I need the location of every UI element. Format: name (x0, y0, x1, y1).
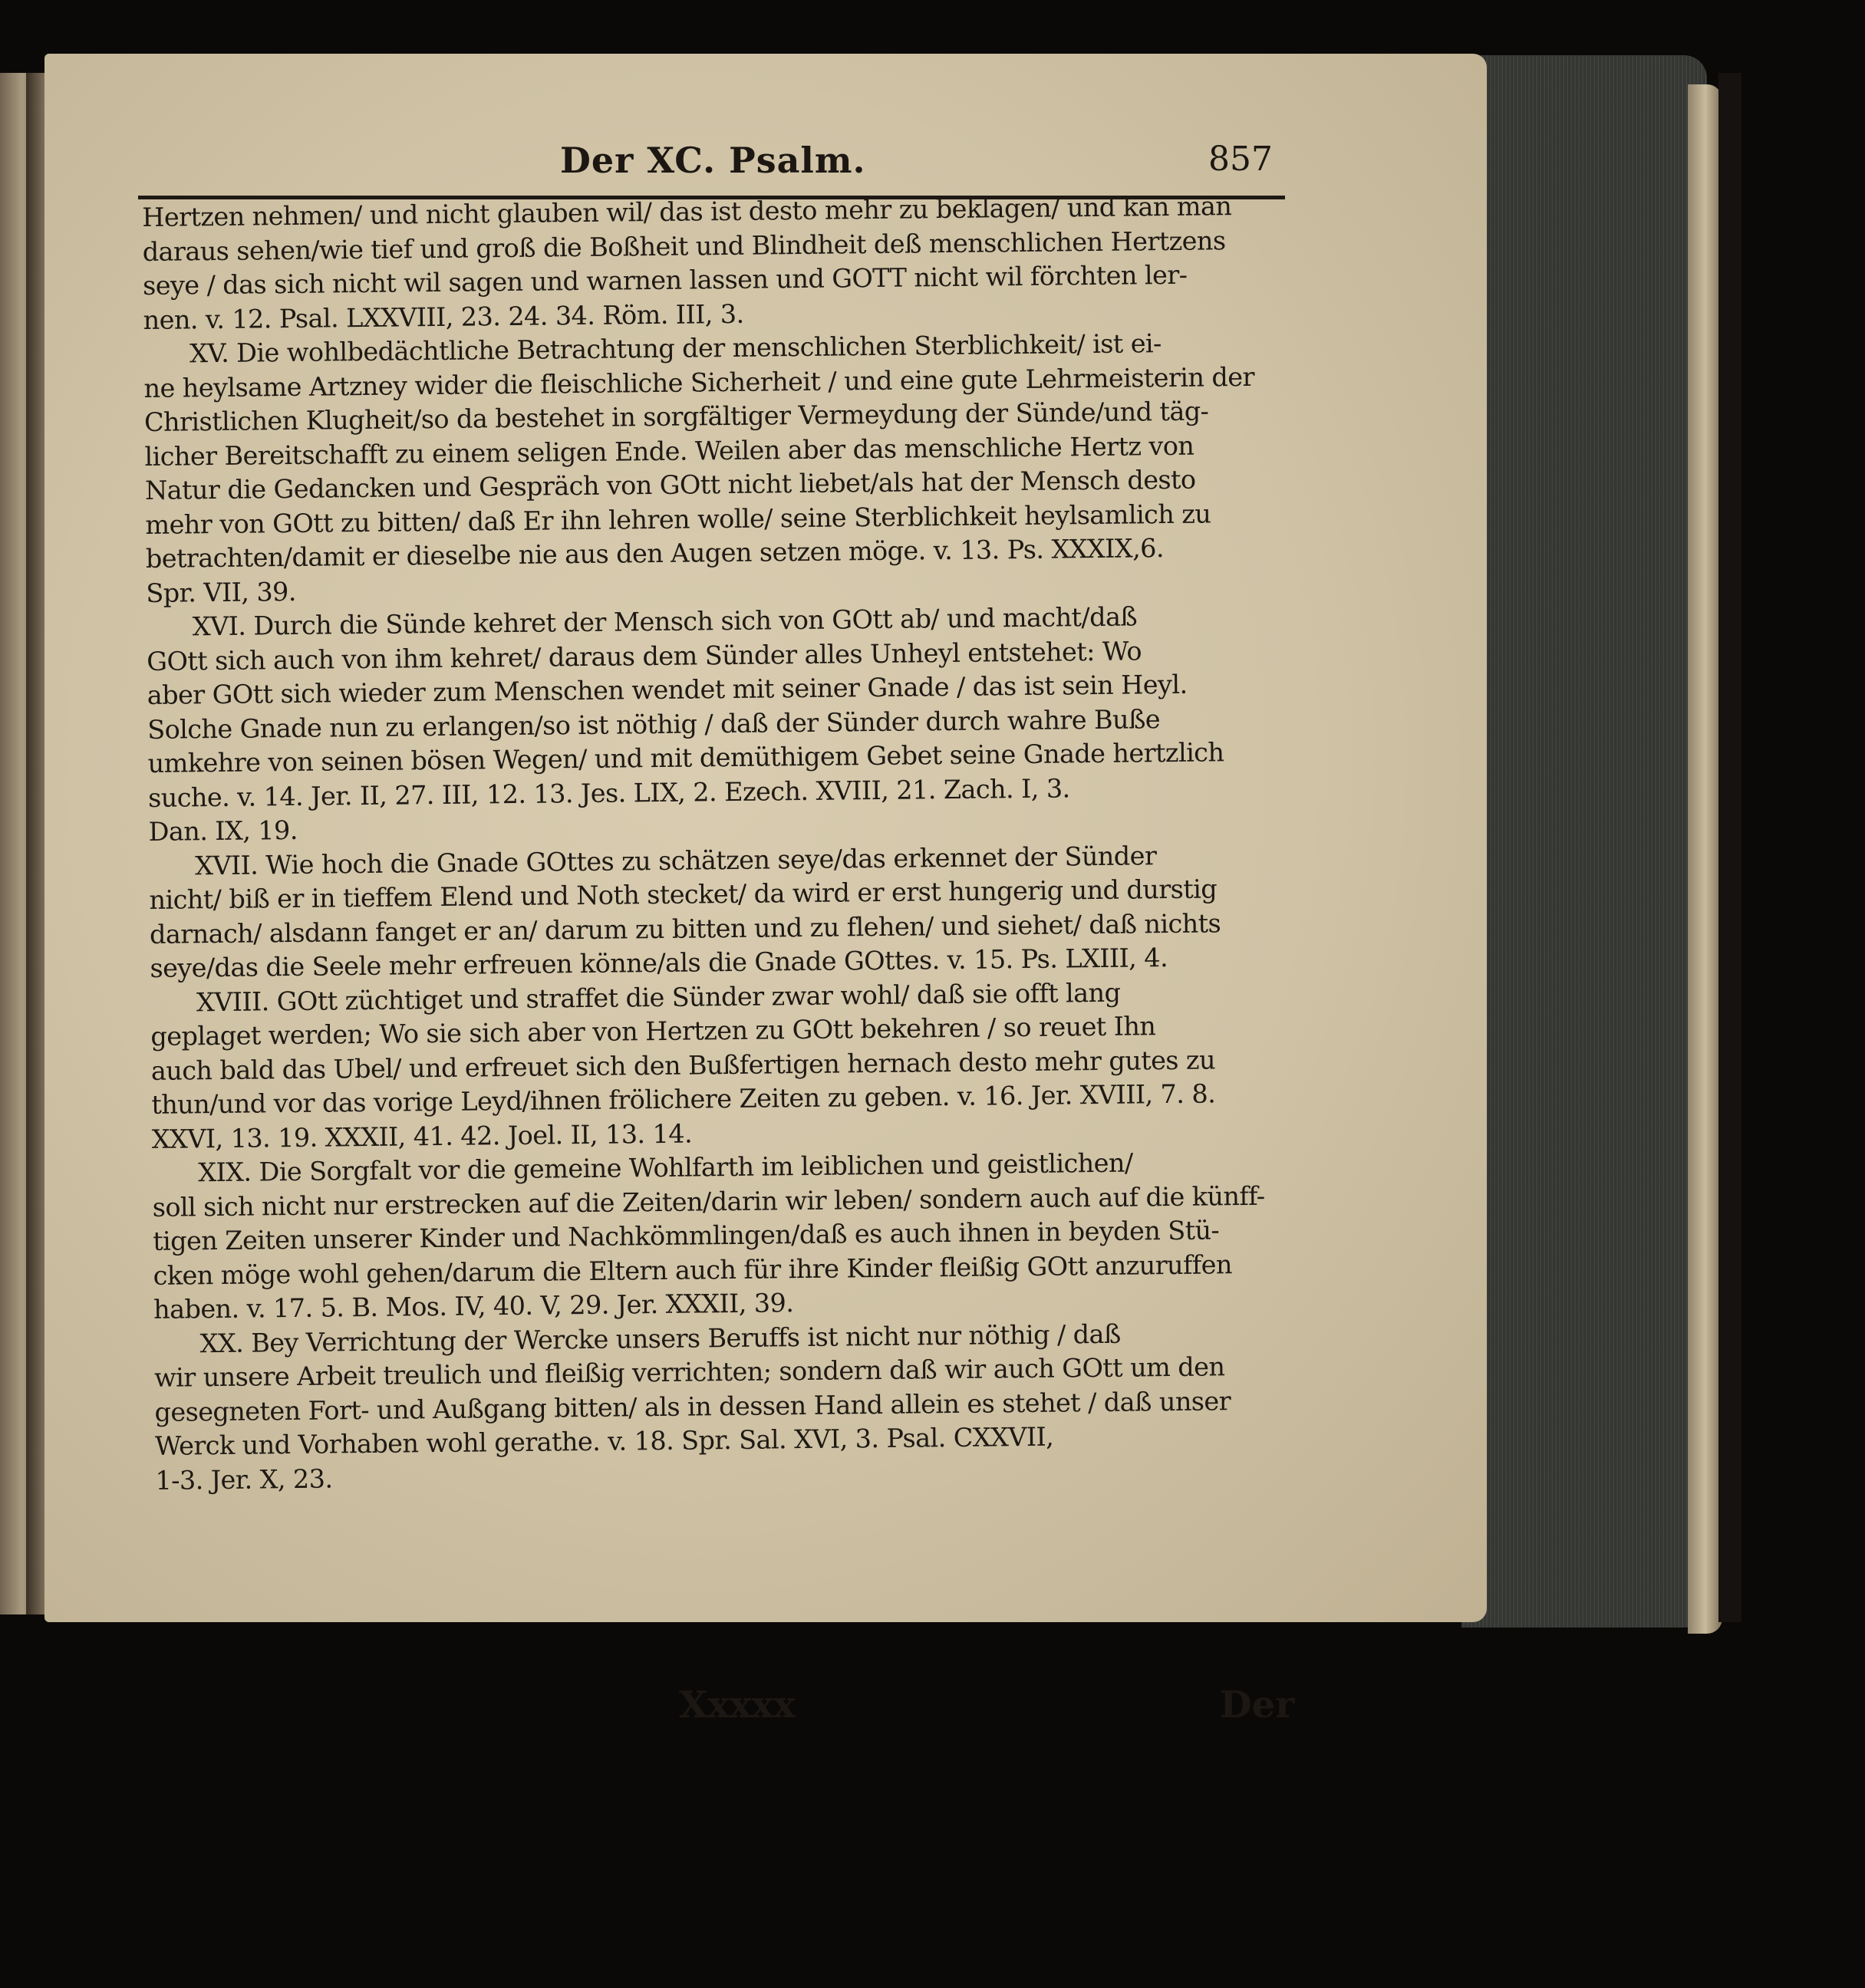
text-line: nen. v. 12. Psal. LXXVIII, 23. 24. 34. Röm. III, 3. (143, 298, 744, 335)
text-line: wir unsere Arbeit treulich und fleißig verrichten; sondern daß wir auch GOtt um den (153, 1351, 1225, 1393)
signature-mark: Xxxxx (679, 1684, 796, 1726)
text-line: darnach/ alsdann fanget er an/ darum zu bitten und zu flehen/ und siehet/ daß nichts (149, 907, 1221, 950)
text-line: soll sich nicht nur erstrecken auf die Zeiten/darin wir leben/ sondern auch auf die künff- (152, 1180, 1265, 1223)
text-line: geplaget werden; Wo sie sich aber von Hertzen zu GOtt bekehren / so reuet Ihn (150, 1011, 1156, 1052)
text-line: haben. v. 17. 5. B. Mos. IV, 40. V, 29. Jer. XXXII, 39. (153, 1288, 794, 1325)
text-line: seye/das die Seele mehr erfreuen könne/als die Gnade GOttes. v. 15. Ps. LXIII, 4. (150, 943, 1168, 983)
body-text (142, 189, 1314, 1498)
page-header (146, 140, 1274, 186)
text-line: tigen Zeiten unserer Kinder und Nachkömmlingen/daß es auch ihnen in beyden Stü- (153, 1215, 1220, 1256)
text-line: XVI. Durch die Sünde kehret der Mensch sich von GOtt ab/ und macht/daß (192, 601, 1138, 642)
text-line: thun/und vor das vorige Leyd/ihnen frölichere Zeiten zu geben. v. 16. Jer. XVIII, 7. 8. (151, 1078, 1216, 1120)
text-line: Spr. VII, 39. (146, 576, 297, 608)
catchword: Der (1220, 1684, 1295, 1726)
text-line: cken möge wohl gehen/darum die Eltern auch für ihre Kinder fleißig GOtt anzuruffen (153, 1249, 1233, 1291)
text-line: XVII. Wie hoch die Gnade GOttes zu schätzen seye/das erkennet der Sünder (194, 840, 1157, 880)
text-line: Dan. IX, 19. (148, 815, 298, 847)
text-line: XX. Bey Verrichtung der Wercke unsers Beruffs ist nicht nur nöthig / daß (199, 1318, 1121, 1358)
text-block-edges (1461, 55, 1707, 1628)
text-line: ne heylsame Artzney wider die fleischliche Sicherheit / und eine gute Lehrmeisterin der (143, 361, 1255, 403)
text-line: Natur die Gedancken und Gespräch von GOtt nicht liebet/als hat der Mensch desto (144, 464, 1196, 505)
text-line: Christlichen Klugheit/so da bestehet in sorgfältiger Vermeydung der Sünde/und täg- (143, 396, 1209, 437)
text-line: Werck und Vorhaben wohl gerathe. v. 18. Spr. Sal. XVI, 3. Psal. CXXVII, (154, 1421, 1054, 1461)
running-head: Der XC. Psalm. (560, 140, 866, 181)
text-line: auch bald das Ubel/ und erfreuet sich den Bußfertigen hernach desto mehr gutes zu (150, 1044, 1216, 1086)
text-line: XIX. Die Sorgfalt vor die gemeine Wohlfarth im leiblichen und geistlichen/ (198, 1147, 1133, 1188)
text-line: nicht/ biß er in tieffem Elend und Noth stecket/ da wird er erst hungerig und durstig (149, 874, 1218, 915)
page-number: 857 (1208, 140, 1273, 179)
text-line: XV. Die wohlbedächtliche Betrachtung der menschlichen Sterblichkeit/ ist ei- (189, 328, 1162, 369)
text-line: 1-3. Jer. X, 23. (155, 1463, 333, 1496)
text-line: gesegneten Fort- und Außgang bitten/ als in dessen Hand allein es stehet / daß unser (154, 1385, 1231, 1427)
text-line: Hertzen nehmen/ und nicht glauben wil/ das ist desto mehr zu beklagen/ und kan man (142, 191, 1232, 232)
text-line: licher Bereitschafft zu einem seligen Ende. Weilen aber das menschliche Hertz von (144, 430, 1194, 472)
text-line: suche. v. 14. Jer. II, 27. III, 12. 13. Jes. LIX, 2. Ezech. XVIII, 21. Zach. I, 3. (147, 772, 1070, 813)
text-line: aber GOtt sich wieder zum Menschen wendet mit seiner Gnade / das ist sein Heyl. (147, 669, 1188, 710)
cover-board (1718, 73, 1741, 1622)
text-line: GOtt sich auch von ihm kehret/ daraus dem Sünder alles Unheyl entstehet: Wo (147, 635, 1142, 676)
text-line: betrachten/damit er dieselbe nie aus den Augen setzen möge. v. 13. Ps. XXXIX,6. (145, 533, 1165, 574)
text-line: seye / das sich nicht wil sagen und warnen lassen und GOTT nicht wil förchten ler- (142, 259, 1188, 301)
text-line: XVIII. GOtt züchtiget und straffet die Sünder zwar wohl/ daß sie offt lang (196, 977, 1121, 1017)
text-line: daraus sehen/wie tief und groß die Boßheit und Blindheit deß menschlichen Hertzens (142, 225, 1226, 267)
text-line: XXVI, 13. 19. XXXII, 41. 42. Joel. II, 13. 14. (151, 1118, 693, 1154)
text-line: mehr von GOtt zu bitten/ daß Er ihn lehren wolle/ seine Sterblichkeit heylsamlich zu (145, 498, 1211, 540)
text-line: umkehre von seinen bösen Wegen/ und mit demüthigem Gebet seine Gnade hertzlich (147, 737, 1224, 778)
fore-edge (1688, 84, 1722, 1634)
text-line: Solche Gnade nun zu erlangen/so ist nöthig / daß der Sünder durch wahre Buße (147, 703, 1161, 745)
